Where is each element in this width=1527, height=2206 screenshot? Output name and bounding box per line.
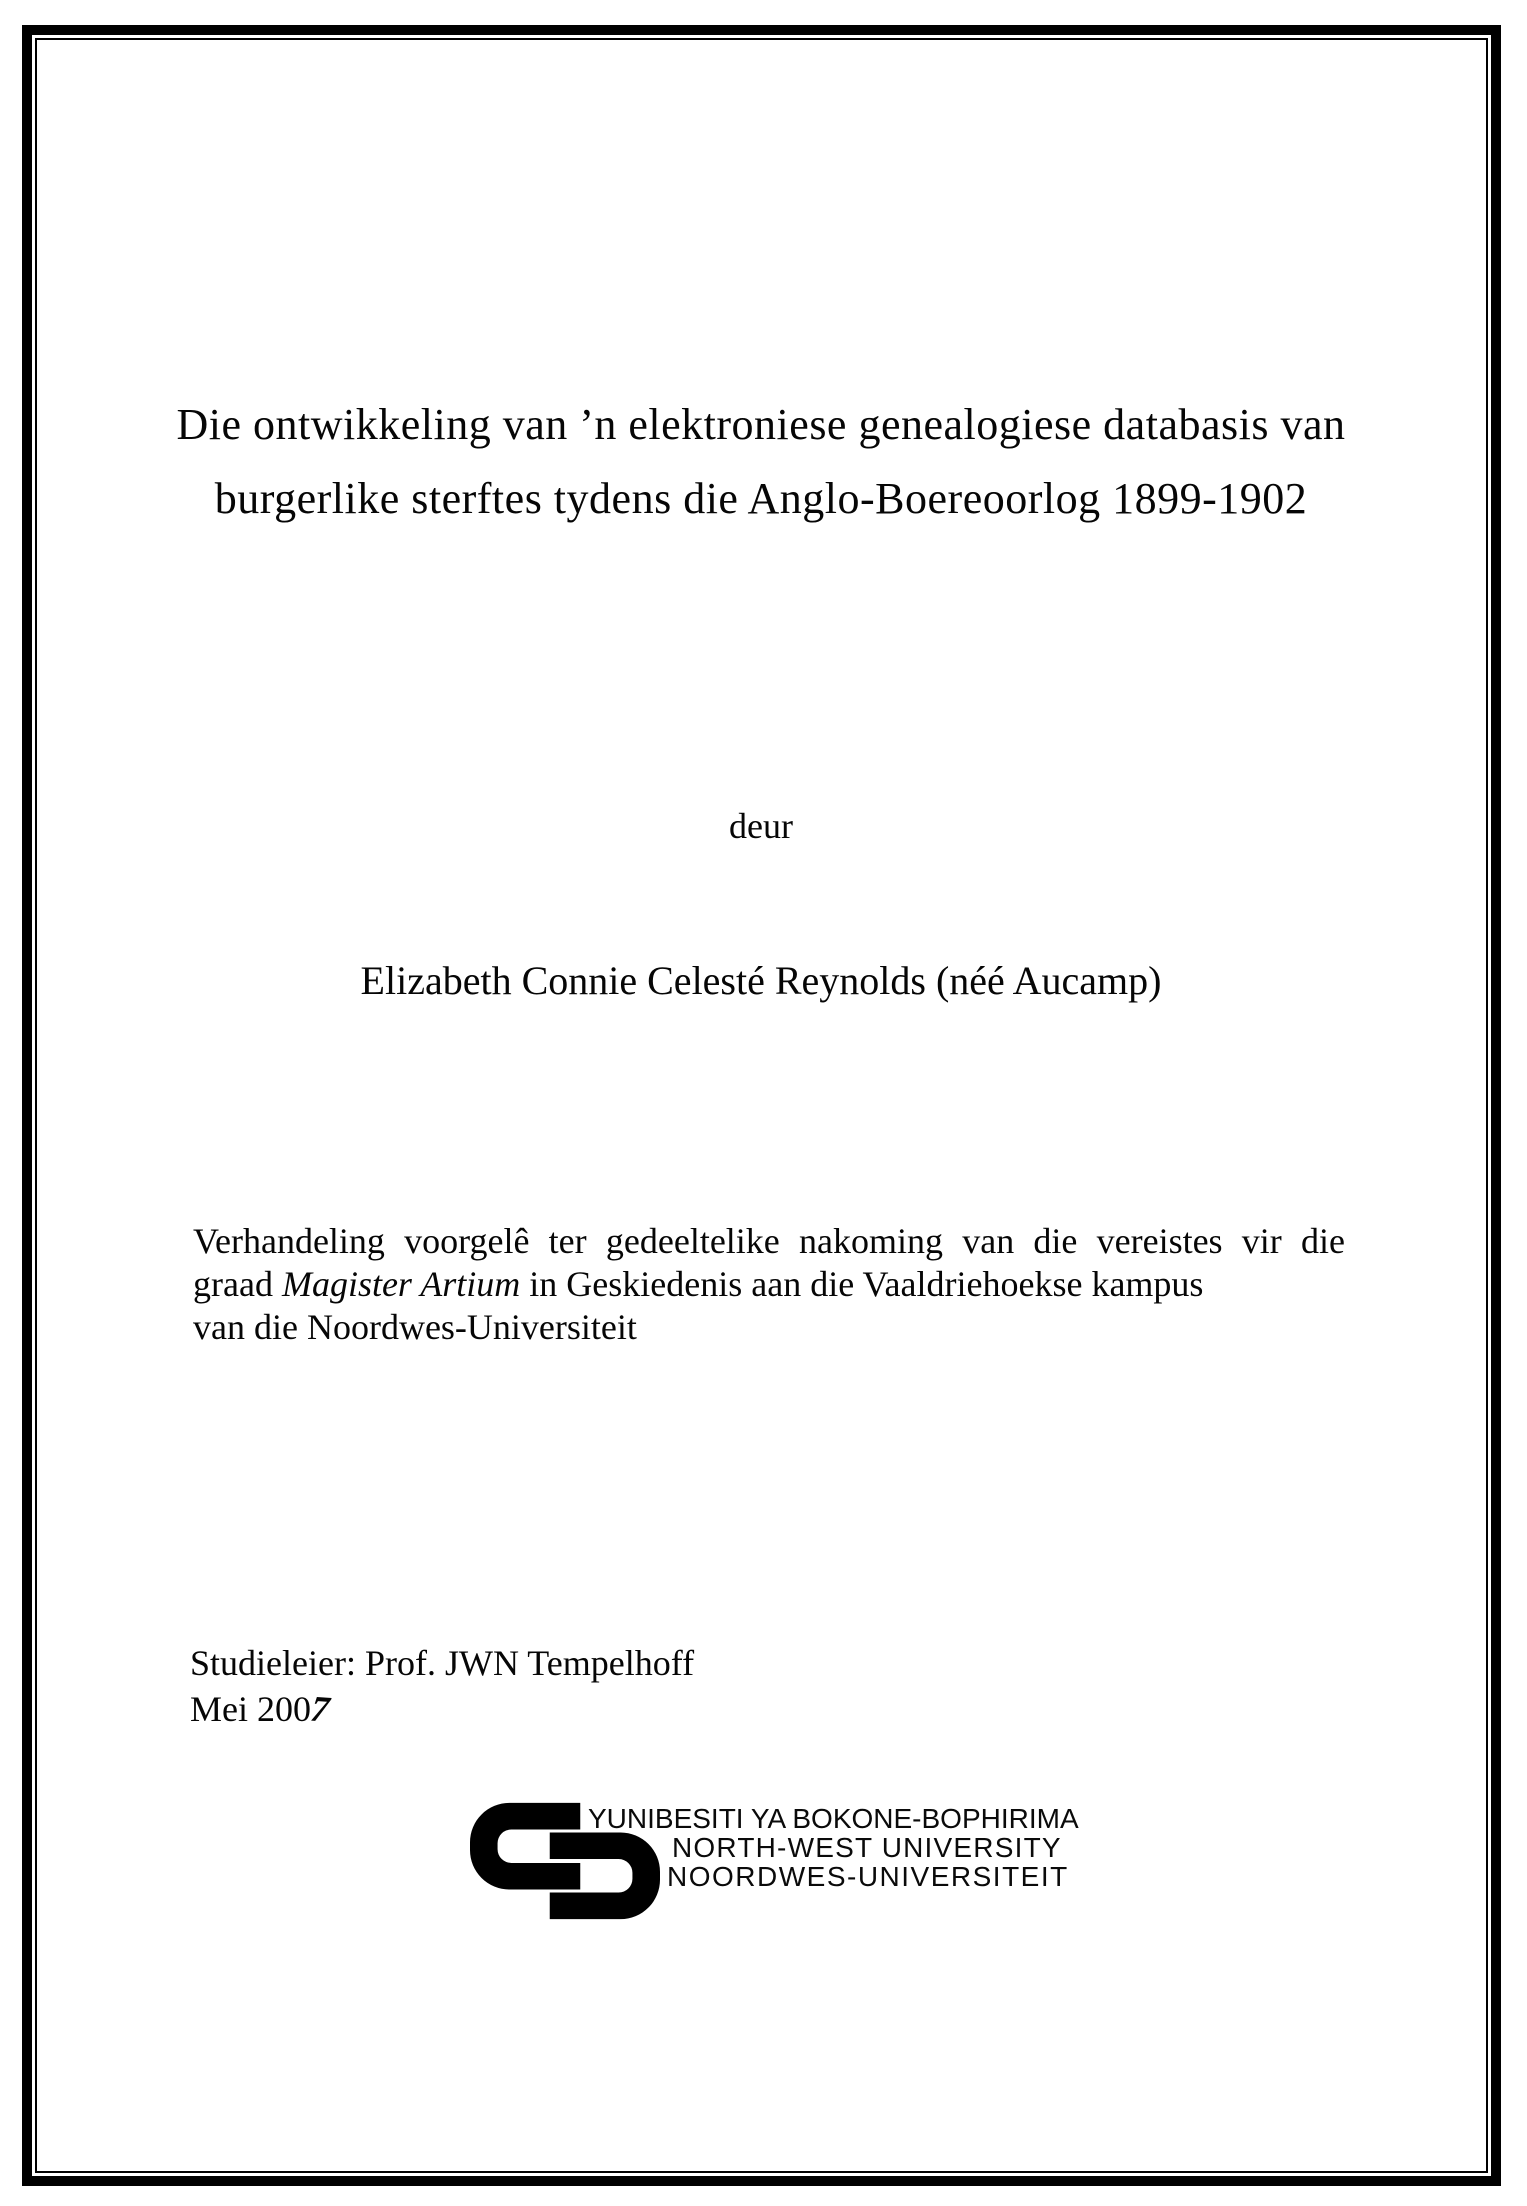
university-logotype xyxy=(588,1804,1079,1891)
supervisor-line: Studieleier: Prof. JWN Tempelhoff xyxy=(190,1643,695,1683)
logotype-line-setswana: YUNIBESITI YA BOKONE-BOPHIRIMA xyxy=(588,1803,1079,1834)
date-last-digit: 7 xyxy=(304,1688,336,1730)
supervisor-block xyxy=(190,1640,1090,1732)
author-name: Elizabeth Connie Celesté Reynolds (néé Aucamp) xyxy=(360,958,1162,1003)
degree-name-italic: Magister Artium xyxy=(281,1264,521,1304)
thesis-statement xyxy=(193,1220,1345,1349)
logotype-line-afrikaans: NOORDWES-UNIVERSITEIT xyxy=(667,1861,1069,1892)
thesis-statement-line3: van die Noordwes-Universiteit xyxy=(193,1307,637,1347)
thesis-statement-line1: Verhandeling voorgelê ter gedeeltelike nakoming van die vereistes vir die xyxy=(193,1221,1345,1261)
statement-line2-post: in Geskiedenis aan die Vaaldriehoekse kampus xyxy=(520,1264,1204,1304)
thesis-title xyxy=(0,388,1522,536)
thesis-statement-line2 xyxy=(193,1263,1345,1306)
logotype-line-english: NORTH-WEST UNIVERSITY xyxy=(672,1832,1062,1863)
date-prefix: Mei 200 xyxy=(190,1689,311,1729)
thesis-title-line1: Die ontwikkeling van ’n elektroniese genealogiese databasis van xyxy=(176,400,1346,449)
thesis-title-line2: burgerlike sterftes tydens die Anglo-Boereoorlog 1899-1902 xyxy=(214,474,1308,523)
date-line xyxy=(190,1686,1090,1732)
byline-label: deur xyxy=(729,806,793,846)
statement-line2-pre: graad xyxy=(193,1264,282,1304)
